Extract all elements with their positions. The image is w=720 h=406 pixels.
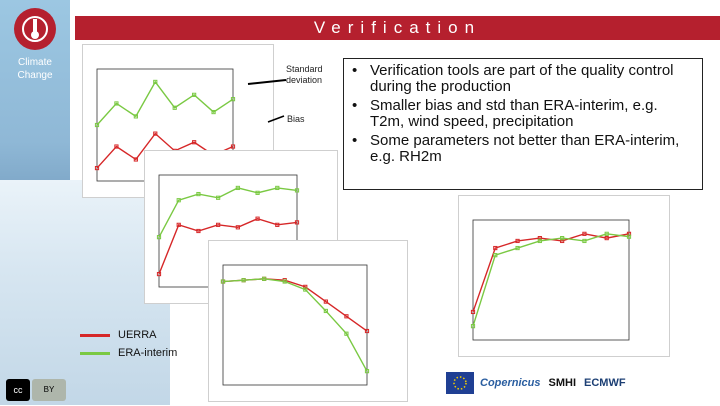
std-annotation: Standard deviation (286, 64, 323, 85)
chart-panel-right (458, 195, 670, 357)
series-line (223, 279, 367, 371)
by-license-icon: BY (32, 379, 66, 401)
bullet-item: • Verification tools are part of the quality control during the production (370, 63, 694, 95)
title-bar (75, 16, 720, 40)
bias-annotation: Bias (287, 114, 305, 124)
series-line (97, 82, 233, 125)
chart-right (459, 196, 669, 356)
chart-panel-center (208, 240, 408, 402)
legend (80, 326, 177, 362)
series-line (473, 234, 629, 312)
eu-flag-icon (446, 372, 474, 394)
page-title: Verification (313, 18, 482, 37)
bullet-item: • Smaller bias and std than ERA-interim, e.g. T2m, wind speed, precipitation (370, 98, 694, 130)
climate-change-logo-icon (14, 8, 56, 50)
smhi-logo: SMHI (548, 377, 577, 389)
series-line (223, 279, 367, 331)
legend-item-uerra: UERRA (80, 326, 177, 344)
era-line-swatch (80, 352, 110, 355)
sidebar-label: Climate Change (17, 57, 53, 81)
copernicus-logo: Copernicus (480, 377, 541, 389)
series-line (159, 188, 297, 237)
partner-logos (446, 366, 720, 400)
uerra-line-swatch (80, 334, 110, 337)
bullet-item: • Some parameters not better than ERA-interim, e.g. RH2m (370, 133, 694, 165)
ecmwf-logo: ECMWF (584, 377, 626, 389)
annotation-arrows (240, 70, 290, 130)
cc-license-icon: cc (6, 379, 30, 401)
bullet-box (343, 58, 703, 190)
legend-item-era: ERA-interim (80, 344, 177, 362)
chart-center (209, 241, 407, 401)
